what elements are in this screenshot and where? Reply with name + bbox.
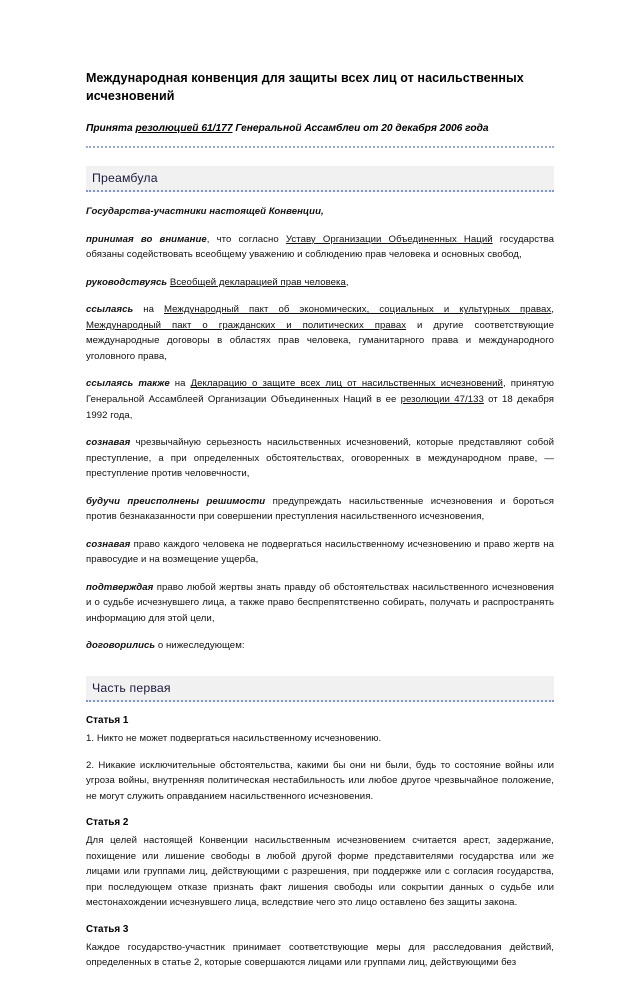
preamble-opening [86, 204, 554, 220]
preamble-paragraph-9 [86, 638, 554, 654]
declaration-link[interactable]: Декларацию о защите всех лиц от насильственных исчезновений [190, 378, 503, 390]
p9-tail: о нижеследующем: [155, 640, 245, 652]
article-1-paragraph-1: 1. Никто не может подвергаться насильственному исчезновению. [86, 733, 382, 745]
section-heading-preamble: Преамбула [86, 166, 554, 192]
article-2 [86, 816, 554, 911]
header-divider [86, 146, 554, 148]
icescr-link[interactable]: Международный пакт об экономических, социальных и культурных правах [163, 304, 552, 316]
article-1-heading: Статья 1 [86, 715, 129, 727]
resolution-47-133-link[interactable]: резолюции 47/133 [400, 394, 484, 405]
p4-mid: на [169, 378, 191, 390]
preamble-paragraph-8 [86, 580, 554, 627]
p9-lead: договорились [86, 640, 156, 652]
p7-tail: право каждого человека не подвергаться насильственному исчезновению и право жертв на правосудие и на возмещение ущерба, [86, 538, 554, 566]
article-2-paragraph-1: Для целей настоящей Конвенции насильственным исчезновением считается арест, задержание, похищение или лишение свободы в любой другой форме представителями государства или же лицами или группами лиц, действующими с разрешения, при поддержке или с согласия государства, при последующем отказе признать факт лишения свободы или сокрытии данных о судьбе или местонахождении исчезнувшего лица, вследствие чего это лицо оставлено без защиты закона. [86, 835, 554, 909]
udhr-link[interactable]: Всеобщей декларацией прав человека [169, 276, 346, 288]
p4-mid2: , принятую Генеральной Ассамблеей Организации Объединенных Наций в ее [86, 378, 555, 405]
p1-tail: государства обязаны содействовать всеобщему уважению и соблюдению прав человека и основных свобод, [86, 233, 554, 261]
resolution-61-177-link[interactable]: резолюцией 61/177 [135, 122, 233, 134]
section-heading-part-one: Часть первая [86, 676, 554, 702]
p5-tail: чрезвычайную серьезность насильственных исчезновений, которые представляют собой преступление, а при определенных обстоятельствах, оговоренных в международном праве, — преступление против человечности, [86, 437, 554, 480]
p3-mid: на [133, 304, 164, 316]
article-3-heading: Статья 3 [86, 923, 129, 935]
p2-lead: руководствуясь [86, 276, 168, 288]
un-charter-link[interactable]: Уставу Организации Объединенных Наций [285, 233, 493, 245]
p3-tail: и другие соответствующие международные договоры в областях прав человека, гуманитарного права и международного уголовного права, [86, 319, 554, 362]
p6-lead: будучи преисполнены решимости [86, 495, 266, 507]
p4-tail: от 18 декабря 1992 года, [86, 394, 554, 421]
p2-tail: , [345, 276, 349, 288]
article-3-paragraph-1: Каждое государство-участник принимает соответствующие меры для расследования действий, определенных в статье 2, которые совершаются лицами или группами лиц, действующими без [86, 941, 554, 969]
article-3 [86, 923, 554, 971]
preamble-paragraph-5 [86, 435, 554, 482]
subtitle-prefix: Принята [86, 122, 136, 134]
article-1 [86, 714, 554, 804]
p3-mid2: , [551, 304, 555, 316]
p4-lead: ссылаясь также [86, 378, 170, 390]
p1-lead: принимая во внимание [86, 233, 207, 245]
article-1-paragraph-2: 2. Никакие исключительные обстоятельства, какими бы они ни были, будь то состояние войны или угроза войны, внутренняя политическая нестабильность или любое другое чрезвычайное положение, не могут служить оправданием насильственного исчезновения. [86, 759, 554, 802]
page-title: Международная конвенция для защиты всех лиц от насильственных исчезновений [86, 71, 524, 103]
iccpr-link[interactable]: Международный пакт о гражданских и политических правах [86, 319, 407, 331]
p3-lead: ссылаясь [86, 304, 134, 316]
preamble-paragraph-4 [86, 376, 554, 423]
preamble-opening-text: Государства-участники настоящей Конвенции, [86, 206, 324, 218]
article-2-heading: Статья 2 [86, 817, 129, 829]
document-body [86, 70, 554, 983]
p5-lead: сознавая [86, 437, 131, 449]
p1-mid: , что согласно [206, 233, 286, 245]
preamble-paragraph-7 [86, 537, 554, 568]
subtitle-suffix: Генеральной Ассамблеи от 20 декабря 2006 года [232, 122, 489, 134]
adoption-subtitle [86, 122, 554, 136]
preamble-paragraph-3 [86, 302, 554, 364]
preamble-paragraph-2 [86, 275, 554, 291]
preamble-paragraph-1 [86, 232, 554, 263]
p7-lead: сознавая [86, 538, 131, 550]
preamble-paragraph-6 [86, 494, 554, 525]
p8-lead: подтверждая [86, 581, 154, 593]
p8-tail: право любой жертвы знать правду об обстоятельствах насильственного исчезновения и о судьбе исчезнувшего лица, а также право беспрепятственно собирать, получать и распространять информацию для этой цели, [86, 581, 554, 624]
p6-tail: предупреждать насильственные исчезновения и бороться против безнаказанности при совершении преступления насильственного исчезновения, [86, 495, 554, 523]
spacer-before-part-one [86, 666, 554, 676]
